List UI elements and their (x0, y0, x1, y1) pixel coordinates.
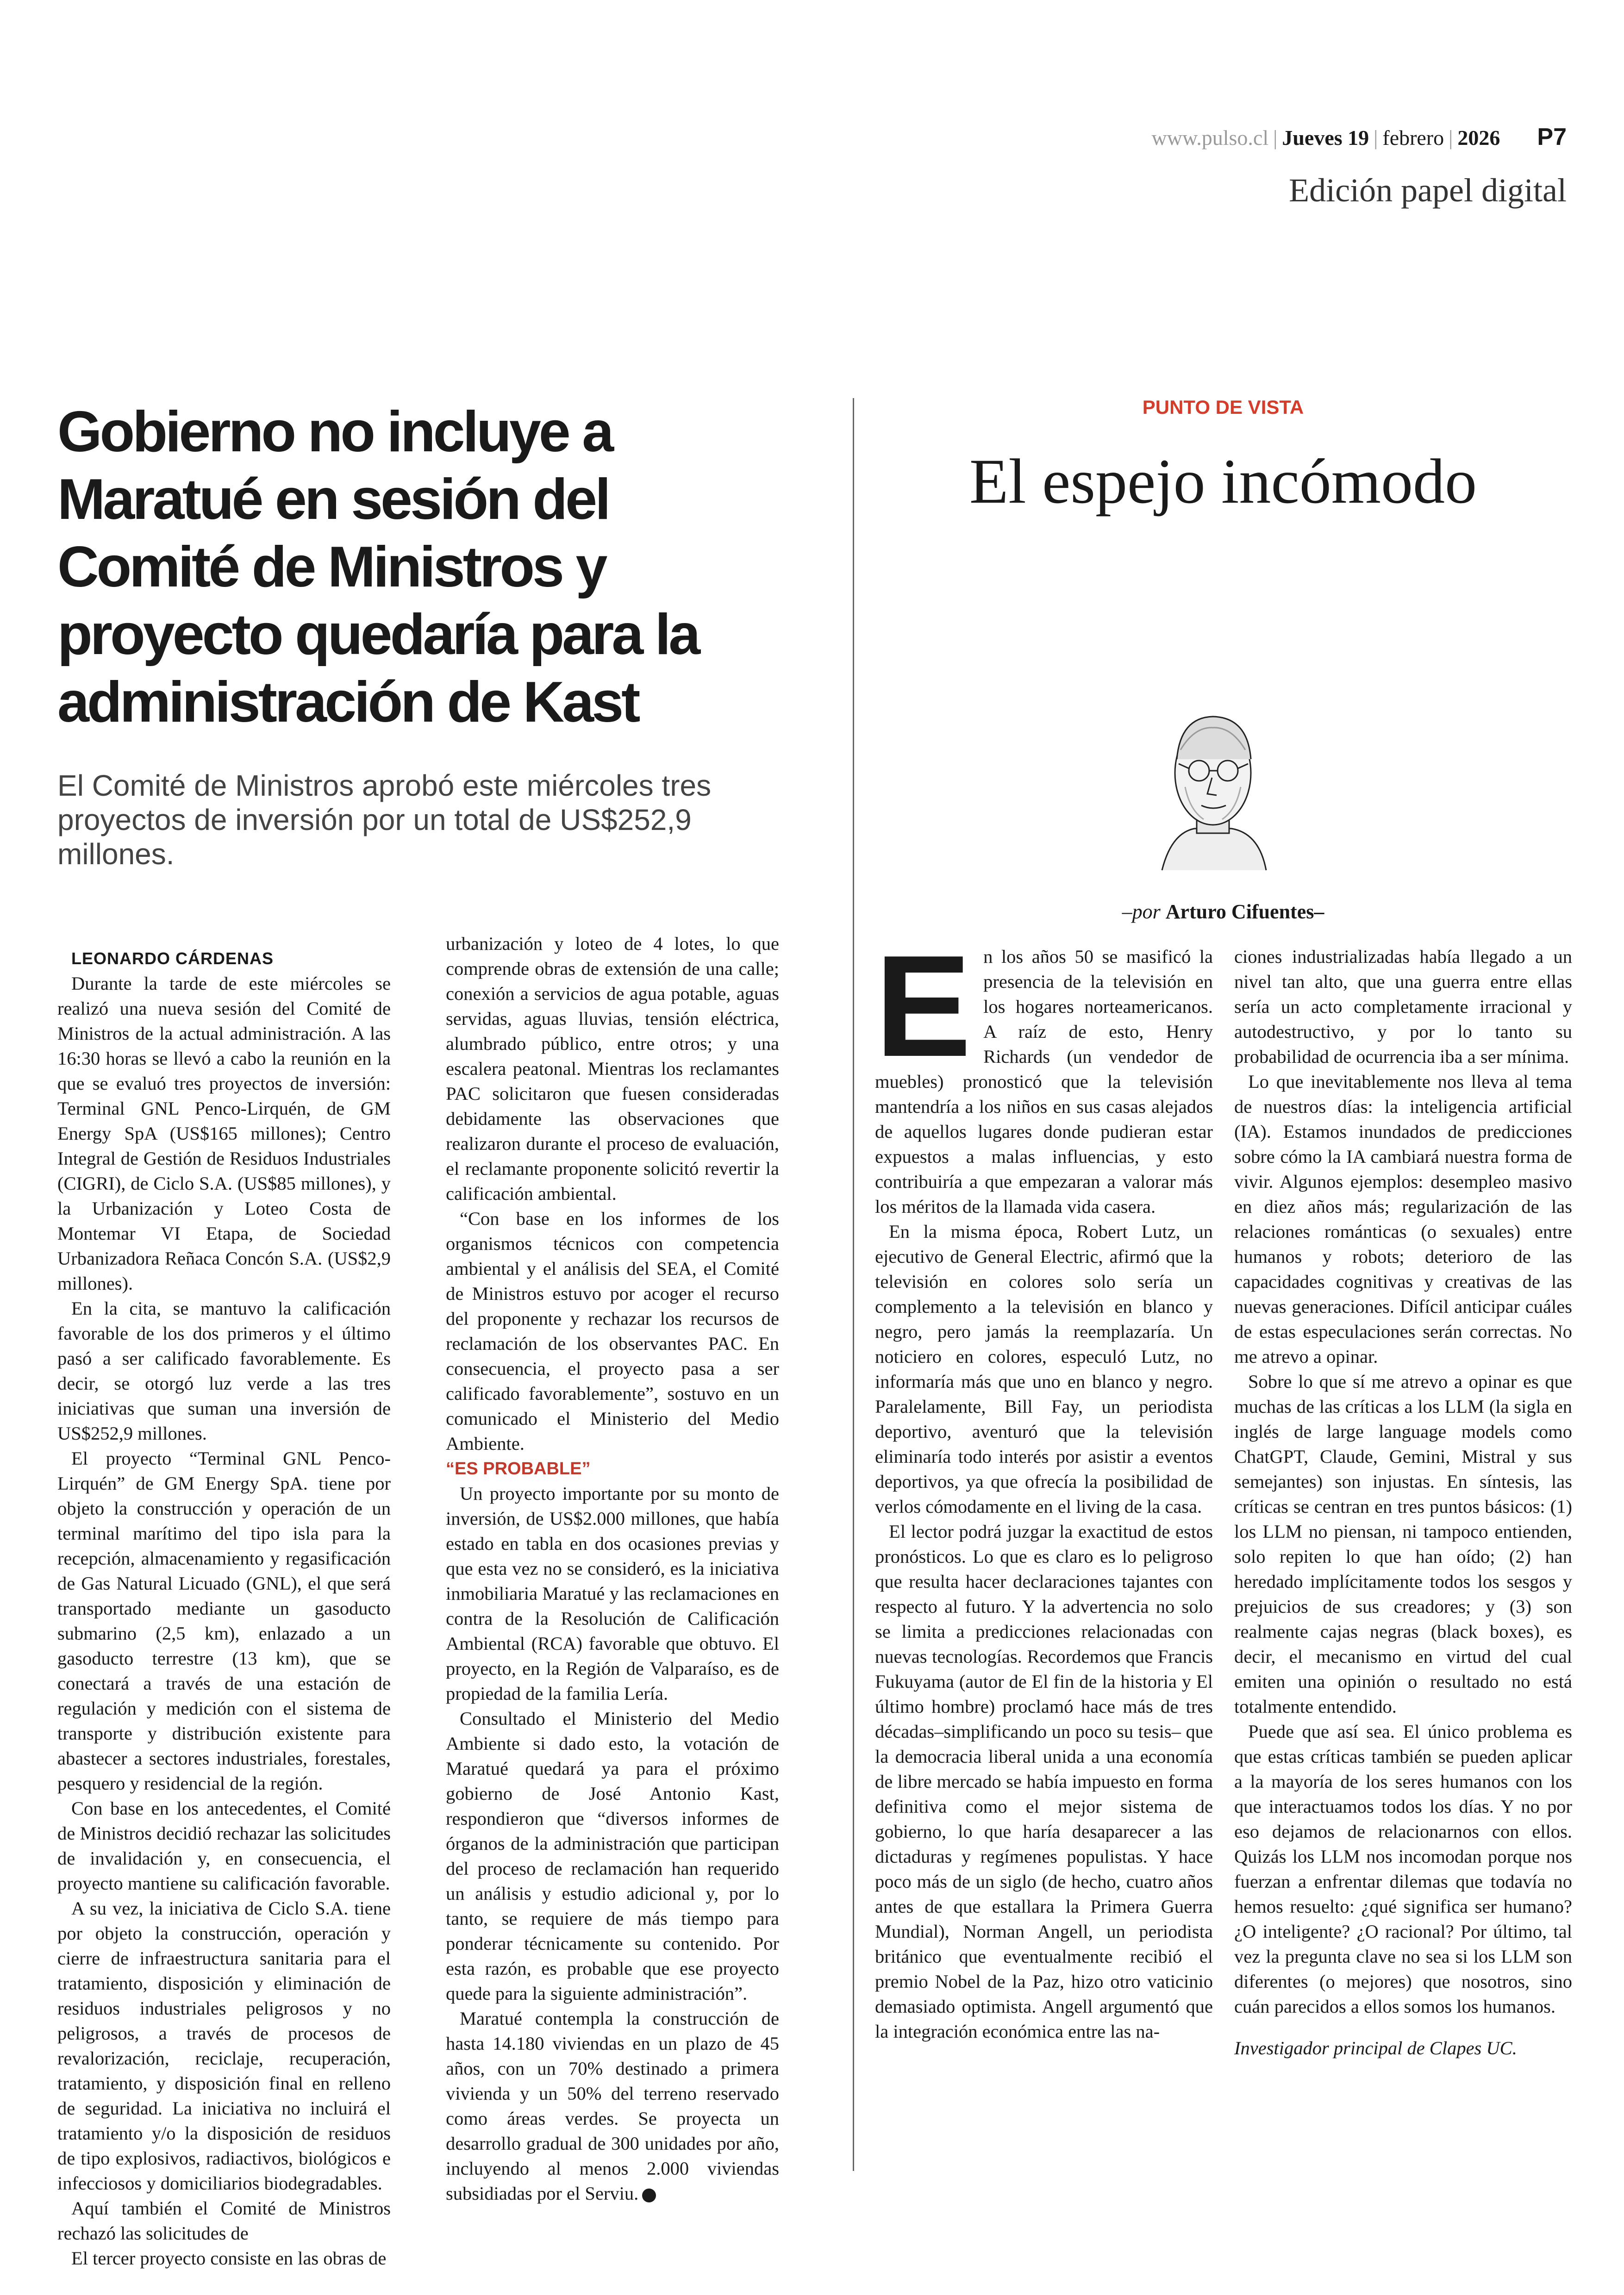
news-paragraph: Aquí también el Comité de Ministros rechazó las solicitudes de (57, 2198, 391, 2244)
opinion-byline (880, 900, 1567, 923)
author-signature: Investigador principal de Clapes UC. (1234, 2038, 1517, 2058)
news-paragraph: Con base en los antecedentes, el Comité de Ministros decidió rechazar las solicitudes de invalidación y, en consecuencia, el proyecto mantiene su calificación favorable. (57, 1798, 391, 1894)
news-paragraph: Un proyecto importante por su monto de inversión, de US$2.000 millones, que había estado en tabla en dos ocasiones previas y que esta vez no se consideró, es la iniciativa inmobiliaria Maratué y las reclamaciones en contra de la Resolución de Calificación Ambiental (RCA) favorable que obtuvo. El proyecto, en la Región de Valparaíso, es de propiedad de la familia Lería. (446, 1483, 779, 1704)
opinion-first-paragraph (875, 926, 1213, 1219)
news-paragraph: Consultado el Ministerio del Medio Ambiente si dado esto, la votación de Maratué quedará ya para el próximo gobierno de José Antonio Kast, respondieron que “diversos informes de órganos de la administración que participan del proceso de reclamación han requerido un análisis y estudio adicional y, por lo tanto, se requiere de más tiempo para ponderar técnicamente su contenido. Por esta razón, es probable que ese proyecto quede para la siguiente administración”. (446, 1708, 779, 2004)
opinion-first-text: n los años 50 se masificó la presencia de la televisión en los hogares norteamericanos. A raíz de esto, Henry Richards (un vendedor de muebles) pronosticó que la televisión mantendría a los niños en sus casas alejados de aquellos lugares donde pudieran estar expuestos a malas influencias, y esto contribuiría a que empezaran a valorar más los méritos de la llamada vida casera. (875, 946, 1213, 1217)
opinion-paragraph: Lo que inevitablemente nos lleva al tema de nuestros días: la inteligencia artificial (IA). Estamos inundados de predicciones sobre cómo la IA cambiará nuestra forma de vivir. Algunos ejemplos: desempleo masivo en diez años más; regularización de las relaciones románticas (o sexuales) entre humanos y robots; deterioro de las capacidades cognitivas y creativas de las nuevas generaciones. Difícil anticipar cuáles de estas especulaciones serán correctas. No me atrevo a opinar. (1234, 1071, 1572, 1367)
site-url[interactable]: www.pulso.cl (1151, 126, 1269, 150)
news-paragraph-text: Maratué contempla la construcción de hasta 14.180 viviendas en un plazo de 45 años, con un 70% destinado a primera vivienda y un 50% del terreno reservado como áreas verdes. Se proyecta un desarrollo gradual de 300 unidades por año, incluyendo al menos 2.000 viviendas subsidiadas por el Serviu. (446, 2008, 779, 2204)
portrait-illustration (1162, 717, 1266, 870)
news-paragraph: El proyecto “Terminal GNL Penco-Lirquén” de GM Energy SpA. tiene por objeto la construcción y operación de un terminal marítimo del tipo isla para la recepción, almacenamiento y regasificación de Gas Natural Licuado (GNL), el que será transportado mediante un gasoducto submarino (2,5 km), enlazado a un gasoducto terrestre (13 km), que se conectará a través de una estación de regulación y medición con el sistema de transporte y distribución existente para abastecer a sectores industriales, forestales, pesquero y residencial de la región. (57, 1448, 391, 1794)
author-portrait (1153, 694, 1273, 875)
opinion-paragraph: En la misma época, Robert Lutz, un ejecutivo de General Electric, afirmó que la televisión en colores solo sería un complemento a la televisión en blanco y negro, pero jamás la reemplazaría. Un noticiero en colores, especuló Lutz, no informaría más que uno en blanco y negro. Paralelamente, Bill Fay, un periodista deportivo, aventuró que la televisión eliminaría todo interés por asistir a eventos deportivos, ya que ofrecía la posibilidad de verlos cómodamente en el living de la casa. (875, 1221, 1213, 1517)
page-header: www.pulso.cl | Jueves 19 | febrero | 2026 P7 (1151, 124, 1567, 150)
news-deck: El Comité de Ministros aprobó este miércoles tres proyectos de inversión por un total de US$252,9 millones. (57, 769, 712, 871)
news-paragraph (446, 2006, 779, 2206)
date-year: 2026 (1457, 126, 1500, 150)
byline-author: Arturo Cifuentes– (1165, 900, 1324, 923)
edition-label: Edición papel digital (1289, 172, 1567, 209)
news-column-1 (57, 946, 391, 2271)
news-headline: Gobierno no incluye a Maratué en sesión del Comité de Ministros y proyecto quedaría para la administración de Kast (57, 400, 699, 734)
news-paragraph: Durante la tarde de este miércoles se realizó una nueva sesión del Comité de Ministros de la actual administración. A las 16:30 horas se llevó a cabo la reunión en la que se evaluó tres proyectos de inversión: Terminal GNL Penco-Lirquén, de GM Energy SpA (US$165 millones); Centro Integral de Gestión de Residuos Industriales (CIGRI), de Ciclo S.A. (US$85 millones), y la Urbanización y Loteo Costa de Montemar VI Etapa, de Sociedad Urbanizadora Reñaca Concón S.A. (US$2,9 millones). (57, 973, 391, 1294)
opinion-title: El espejo incómodo (969, 446, 1477, 517)
news-paragraph: El tercer proyecto consiste en las obras de (71, 2248, 387, 2269)
opinion-paragraph: Puede que así sea. El único problema es que estas críticas también se pueden aplicar a la mayoría de los seres humanos con los que interactuamos todos los días. Y no por eso dejamos de relacionarnos con ellos. Quizás los LLM nos incomodan porque nos fuerzan a enfrentar dilemas que todavía no hemos resuelto: ¿qué significa ser humano? ¿O inteligente? ¿O racional? Por último, tal vez la pregunta clave no sea si los LLM son diferentes (o mejores) que nosotros, sino cuán parecidos a ellos somos los humanos. (1234, 1721, 1572, 2017)
date-month: febrero (1382, 126, 1444, 150)
news-subhead: “ES PROBABLE” (446, 1459, 591, 1478)
news-paragraph: “Con base en los informes de los organismos técnicos con competencia ambiental y el análisis del SEA, el Comité de Ministros estuvo por acoger el recurso del proponente y rechazar los recursos de reclamación de los observantes PAC. En consecuencia, el proyecto pasa a ser calificado favorablemente”, sostuvo en un comunicado el Ministerio del Medio Ambiente. (446, 1208, 779, 1454)
opinion-paragraph: ciones industrializadas había llegado a un nivel tan alto, que una guerra entre ellas sería un acto completamente irracional y autodestructivo, y por lo tanto su probabilidad de ocurrencia iba a ser mínima. (1234, 946, 1572, 1067)
opinion-paragraph: Sobre lo que sí me atrevo a opinar es que muchas de las críticas a los LLM (la sigla en inglés de large language models como ChatGPT, Claude, Gemini, Mistral y sus semejantes) son injustas. En síntesis, las críticas se centran en tres puntos básicos: (1) los LLM no piensan, ni tampoco entienden, solo repiten lo que han oído; (2) han heredado implícitamente todos los sesgos y prejuicios de sus creadores; y (3) son realmente cajas negras (black boxes), es decir, el mecanismo en virtud del cual emiten una opinión o resultado no está totalmente entendido. (1234, 1371, 1572, 1717)
news-author: LEONARDO CÁRDENAS (71, 949, 274, 968)
end-mark-icon (642, 2189, 656, 2202)
news-column-2 (446, 931, 779, 2206)
news-paragraph: A su vez, la iniciativa de Ciclo S.A. tiene por objeto la construcción, operación y cierre de infraestructura sanitaria para el tratamiento, disposición y eliminación de residuos industriales peligrosos y no peligrosos, a través de procesos de revalorización, reciclaje, recuperación, tratamiento, y disposición final en relleno de seguridad. La iniciativa no incluirá el tratamiento y/o la disposición de residuos de tipo explosivos, radiactivos, biológicos e infecciosos y domiciliarios biodegradables. (57, 1898, 391, 2194)
drop-cap: E (875, 926, 972, 1087)
byline-prefix: –por (1122, 900, 1161, 923)
date-day: Jueves 19 (1282, 126, 1369, 150)
column-divider (853, 398, 854, 2171)
news-paragraph: En la cita, se mantuvo la calificación favorable de los dos primeros y el último pasó a ser calificado favorablemente. Es decir, se otorgó luz verde a las tres iniciativas que suman una inversión de US$252,9 millones. (57, 1298, 391, 1444)
page-number: P7 (1537, 124, 1567, 150)
opinion-kicker: PUNTO DE VISTA (1142, 396, 1304, 418)
news-paragraph: urbanización y loteo de 4 lotes, lo que comprende obras de extensión de una calle; conexión a servicios de agua potable, aguas servidas, aguas lluvias, tensión eléctrica, alumbrado público, entre otros; y una escalera peatonal. Mientras los reclamantes PAC solicitaron que fuesen consideradas debidamente las observaciones que realizaron durante el proceso de evaluación, el reclamante proponente solicitó revertir la calificación ambiental. (446, 933, 779, 1204)
opinion-column-2 (1234, 944, 1572, 2061)
opinion-column-1 (875, 926, 1213, 2044)
opinion-paragraph: El lector podrá juzgar la exactitud de estos pronósticos. Lo que es claro es lo peligroso que resulta hacer declaraciones tajantes con respecto al futuro. Y la advertencia no solo se limita a predicciones relacionadas con nuevas tecnologías. Recordemos que Francis Fukuyama (autor de El fin de la historia y El último hombre) proclamó hace más de tres décadas–simplificando un poco su tesis– que la democracia liberal unida a una economía de libre mercado se había impuesto en forma definitiva como el mejor sistema de gobierno, lo que haría desaparecer a las dictaduras y regímenes populistas. Y hace poco más de un siglo (de hecho, cuatro años antes de que estallara la Primera Guerra Mundial), Norman Angell, un periodista británico que eventualmente recibió el premio Nobel de la Paz, hizo otro vaticinio demasiado optimista. Angell argumentó que la integración económica entre las na- (875, 1521, 1213, 2042)
